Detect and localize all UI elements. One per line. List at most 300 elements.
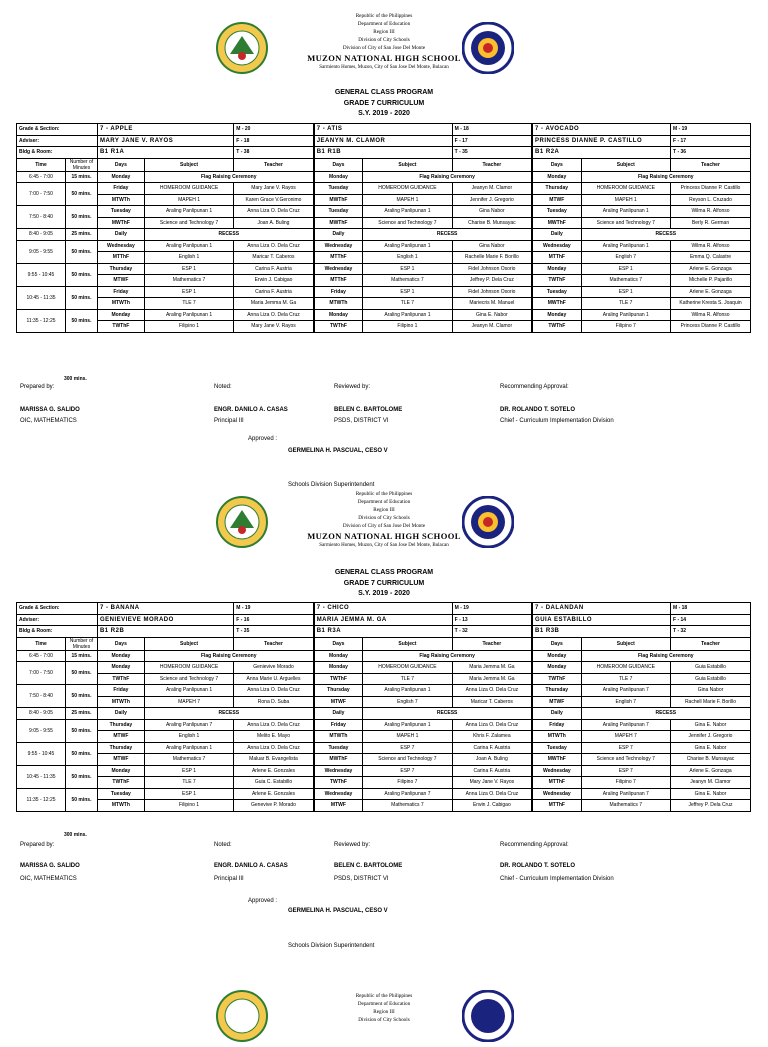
subject-header: Subject — [363, 158, 452, 171]
section-count: T - 36 — [671, 147, 751, 159]
school-name: MUZON NATIONAL HIGH SCHOOL — [307, 53, 461, 63]
schedule-row — [17, 252, 751, 264]
subject-cell: ESP 1 — [144, 765, 233, 777]
days-cell: Monday — [97, 171, 144, 183]
teacher-cell: Anna Liza O. Dela Cruz — [452, 685, 532, 697]
teacher-cell: Rachell Marie F. Borillo — [671, 696, 751, 708]
section-room: B1 R3B — [532, 626, 670, 638]
teacher-cell: Joan A. Buling — [234, 217, 314, 229]
days-cell: TWThF — [314, 673, 363, 685]
info-label: Adviser: — [17, 135, 98, 147]
teacher-cell: Gina Nabor — [452, 240, 532, 252]
subject-cell: ESP 1 — [144, 788, 233, 800]
section-info-row — [17, 124, 751, 136]
section-count: M - 19 — [671, 124, 751, 136]
curriculum-title: GRADE 7 CURRICULUM — [343, 579, 425, 587]
schedule-row — [17, 171, 751, 183]
time-cell: 10:45 - 11:35 — [17, 286, 66, 309]
schedule-row — [17, 800, 751, 812]
teacher-cell: Gina E. Nabor — [671, 742, 751, 754]
schedule-row — [17, 194, 751, 206]
teacher-cell: Princess Dianne P. Castillo — [671, 183, 751, 195]
program-titles — [0, 88, 768, 120]
subject-cell: Mathematics 7 — [144, 754, 233, 766]
subject-cell: HOMEROOM GUIDANCE — [144, 662, 233, 674]
schedule-row — [17, 309, 751, 321]
info-label: Grade & Section: — [17, 124, 98, 136]
section-count: T - 38 — [234, 147, 314, 159]
section-count: M - 18 — [671, 603, 751, 615]
days-cell: TWThF — [532, 275, 581, 287]
subject-cell: English 7 — [363, 696, 452, 708]
minutes-cell: 50 mins. — [65, 685, 97, 708]
teacher-cell: Melito E. Mayo — [234, 731, 314, 743]
days-cell: Tuesday — [97, 788, 144, 800]
subject-cell: Araling Panlipunan 1 — [144, 206, 233, 218]
info-label: Grade & Section: — [17, 603, 98, 615]
teacher-cell: Reyson L. Cruzado — [671, 194, 751, 206]
days-cell: Wednesday — [314, 263, 363, 275]
subject-cell: English 1 — [144, 731, 233, 743]
teacher-cell: Mary Jane V. Rayos — [234, 183, 314, 195]
recommending-title: Chief - Curriculum Implementation Division — [500, 418, 614, 424]
teacher-cell: Carina F. Austria — [452, 742, 532, 754]
subject-cell: MAPEH 7 — [144, 696, 233, 708]
department-text: Department of Education — [357, 21, 411, 27]
subject-cell: English 7 — [581, 252, 670, 264]
teacher-cell: Anna Liza O. Dela Cruz — [452, 719, 532, 731]
teacher-cell: Anna Liza O. Dela Cruz — [234, 240, 314, 252]
approved-title: Schools Division Superintendent — [288, 482, 375, 488]
minutes-cell: 50 mins. — [65, 765, 97, 788]
days-cell: MTWF — [97, 754, 144, 766]
days-cell: MTWF — [97, 731, 144, 743]
republic-text: Republic of the Philippines — [355, 993, 413, 999]
section-count: F - 17 — [671, 135, 751, 147]
days-cell: MTWTh — [97, 696, 144, 708]
total-minutes: 300 mins. — [64, 832, 87, 838]
teacher-cell: Maria Jemma M. Ga — [234, 298, 314, 310]
days-cell: TWThF — [97, 321, 144, 333]
days-cell: Tuesday — [532, 286, 581, 298]
teacher-cell: Maria Jemma M. Ga — [452, 673, 532, 685]
subject-cell: HOMEROOM GUIDANCE — [363, 183, 452, 195]
subject-cell: Science and Technology 7 — [581, 754, 670, 766]
teacher-cell: Karen Grace V.Geronimo — [234, 194, 314, 206]
days-cell: Monday — [532, 309, 581, 321]
days-cell: Wednesday — [532, 765, 581, 777]
reviewed-title: PSDS, DISTRICT VI — [334, 876, 389, 882]
days-cell: Tuesday — [314, 206, 363, 218]
days-cell: MTWF — [314, 696, 363, 708]
teacher-cell: Anna Liza O. Dela Cruz — [452, 788, 532, 800]
days-cell: TWThF — [314, 321, 363, 333]
days-cell: Wednesday — [97, 240, 144, 252]
teacher-cell: Anna Liza O. Dela Cruz — [234, 742, 314, 754]
subject-cell: Science and Technology 7 — [581, 217, 670, 229]
days-cell: Friday — [532, 719, 581, 731]
approved-name: GERMELINA H. PASCUAL, CESO V — [288, 448, 388, 454]
schedule-row — [17, 765, 751, 777]
days-cell: MTThF — [532, 800, 581, 812]
days-cell: MWThF — [532, 217, 581, 229]
flag-ceremony-cell: Flag Raising Ceremony — [144, 171, 313, 183]
minutes-cell: 50 mins. — [65, 719, 97, 742]
info-label: Bldg & Room: — [17, 626, 98, 638]
subject-cell: Araling Panlipunan 1 — [144, 309, 233, 321]
days-cell: Daily — [532, 229, 581, 241]
teacher-cell: Emma Q. Calastre — [671, 252, 751, 264]
schedule-row — [17, 719, 751, 731]
subject-cell: English 7 — [581, 696, 670, 708]
schedule-row — [17, 731, 751, 743]
subject-cell: TLE 7 — [363, 673, 452, 685]
days-cell: MWThF — [97, 217, 144, 229]
subject-cell: Araling Panlipunan 1 — [363, 206, 452, 218]
subject-cell: ESP 7 — [363, 765, 452, 777]
teacher-cell: Gina E. Nabor — [671, 719, 751, 731]
city-division-text: Division of City of San Jose Del Monte — [342, 45, 426, 51]
minutes-cell: 50 mins. — [65, 206, 97, 229]
teacher-cell: Khris F. Zalamea — [452, 731, 532, 743]
days-cell: Thursday — [314, 685, 363, 697]
prepared-name: MARISSA G. SALIDO — [20, 863, 80, 869]
subject-cell: TLE 7 — [581, 673, 670, 685]
days-cell: MWThF — [532, 298, 581, 310]
division-text: Division of City Schools — [358, 515, 410, 521]
subject-header: Subject — [144, 637, 233, 650]
subject-cell: Filipino 1 — [144, 800, 233, 812]
days-cell: TWThF — [97, 777, 144, 789]
section-room: B1 R1B — [314, 147, 452, 159]
days-cell: MTWTh — [314, 298, 363, 310]
approved-label: Approved : — [248, 898, 278, 904]
section-count: M - 18 — [452, 124, 532, 136]
recommending-title: Chief - Curriculum Implementation Division — [500, 876, 614, 882]
section-count: T - 35 — [452, 147, 532, 159]
subject-cell: MAPEH 1 — [144, 194, 233, 206]
prepared-name: MARISSA G. SALIDO — [20, 407, 80, 413]
subject-cell: Araling Panlipunan 7 — [581, 719, 670, 731]
time-cell: 9:05 - 9:55 — [17, 240, 66, 263]
letterhead — [0, 12, 768, 72]
schedule-row — [17, 263, 751, 275]
days-cell: Friday — [97, 685, 144, 697]
time-cell: 10:45 - 11:35 — [17, 765, 66, 788]
time-header: Time — [17, 637, 66, 650]
time-cell: 6:45 - 7:00 — [17, 171, 66, 183]
section-name: 7 - AVOCADO — [532, 124, 670, 136]
teacher-cell: Gina E. Nabor — [671, 788, 751, 800]
recommending-label: Recommending Approval: — [500, 842, 569, 848]
region-text: Region III — [373, 29, 395, 35]
subject-cell: Mathematics 7 — [581, 275, 670, 287]
time-cell: 8:40 - 9:05 — [17, 229, 66, 241]
days-cell: Monday — [314, 650, 363, 662]
recess-cell: RECESS — [144, 229, 313, 241]
subject-cell: HOMEROOM GUIDANCE — [581, 662, 670, 674]
days-cell: Monday — [314, 171, 363, 183]
teacher-cell: Arlene E. Gonzaga — [671, 765, 751, 777]
time-cell: 8:40 - 9:05 — [17, 708, 66, 720]
teacher-cell: Anna Liza O. Dela Cruz — [234, 206, 314, 218]
department-text: Department of Education — [357, 1001, 411, 1007]
schedule-row — [17, 321, 751, 333]
teacher-cell: Arlene E. Gonzales — [234, 765, 314, 777]
subject-cell: ESP 1 — [363, 286, 452, 298]
section-count: F - 16 — [234, 614, 314, 626]
days-header: Days — [532, 158, 581, 171]
recommending-name: DR. ROLANDO T. SOTELO — [500, 407, 575, 413]
section-name: 7 - BANANA — [97, 603, 233, 615]
section-info-row — [17, 614, 751, 626]
section-count: F - 17 — [452, 135, 532, 147]
prepared-title: OIC, MATHEMATICS — [20, 418, 77, 424]
minutes-header: Number of Minutes — [65, 637, 97, 650]
section-room: B1 R3A — [314, 626, 452, 638]
section-adviser: MARIA JEMMA M. GA — [314, 614, 452, 626]
subject-cell: Araling Panlipunan 1 — [363, 309, 452, 321]
subject-cell: ESP 7 — [581, 765, 670, 777]
school-address: Sarmiento Homes, Muzon, City of San Jose Del Monte, Bulacan — [319, 65, 449, 70]
subject-cell: TLE 7 — [144, 777, 233, 789]
teacher-header: Teacher — [452, 637, 532, 650]
days-cell: MWThF — [314, 754, 363, 766]
time-cell: 9:55 - 10:45 — [17, 263, 66, 286]
subject-cell: MAPEH 7 — [581, 731, 670, 743]
program-title: GENERAL CLASS PROGRAM — [334, 89, 434, 96]
recess-cell: RECESS — [581, 708, 750, 720]
days-cell: Friday — [314, 719, 363, 731]
prepared-by-label: Prepared by: — [20, 384, 55, 390]
subject-cell: Araling Panlipunan 1 — [363, 719, 452, 731]
section-adviser: JEANYN M. CLAMOR — [314, 135, 452, 147]
noted-label: Noted: — [214, 384, 232, 390]
days-cell: Wednesday — [314, 788, 363, 800]
teacher-cell: Wilma R. Alfonso — [671, 309, 751, 321]
subject-header: Subject — [363, 637, 452, 650]
program-title: GENERAL CLASS PROGRAM — [334, 569, 434, 576]
section-name: 7 - APPLE — [97, 124, 233, 136]
subject-header: Subject — [581, 158, 670, 171]
teacher-cell: Maria Jemma M. Ga — [452, 662, 532, 674]
flag-ceremony-cell: Flag Raising Ceremony — [581, 171, 750, 183]
days-cell: Daily — [97, 708, 144, 720]
subject-cell: Filipino 7 — [581, 777, 670, 789]
days-cell: Daily — [532, 708, 581, 720]
minutes-cell: 50 mins. — [65, 742, 97, 765]
schedule-row — [17, 696, 751, 708]
time-cell: 9:55 - 10:45 — [17, 742, 66, 765]
days-cell: Friday — [97, 183, 144, 195]
recess-cell: RECESS — [581, 229, 750, 241]
recess-cell: RECESS — [363, 708, 532, 720]
days-cell: Monday — [532, 650, 581, 662]
days-header: Days — [532, 637, 581, 650]
republic-text: Republic of the Philippines — [355, 13, 413, 19]
schedule-row — [17, 754, 751, 766]
reviewed-name: BELEN C. BARTOLOME — [334, 863, 403, 869]
teacher-cell: Arlene E. Gonzales — [234, 788, 314, 800]
days-cell: Friday — [314, 286, 363, 298]
prepared-by-label: Prepared by: — [20, 842, 55, 848]
teacher-cell: Charise B. Munsayac — [452, 217, 532, 229]
class-program-table-2 — [16, 602, 751, 812]
days-cell: MTWF — [97, 275, 144, 287]
time-cell: 7:50 - 8:40 — [17, 206, 66, 229]
subject-cell: Araling Panlipunan 1 — [144, 685, 233, 697]
subject-cell: Araling Panlipunan 1 — [144, 240, 233, 252]
approved-title: Schools Division Superintendent — [288, 943, 375, 949]
schedule-row — [17, 275, 751, 287]
flag-ceremony-cell: Flag Raising Ceremony — [363, 171, 532, 183]
teacher-cell: Anna Marie U. Arguelles — [234, 673, 314, 685]
flag-ceremony-cell: Flag Raising Ceremony — [581, 650, 750, 662]
reviewed-by-label: Reviewed by: — [334, 384, 371, 390]
teacher-cell: Genevive P. Morado — [234, 800, 314, 812]
schedule-row — [17, 286, 751, 298]
column-header-row — [17, 637, 751, 650]
days-cell: Daily — [97, 229, 144, 241]
time-cell: 7:00 - 7:50 — [17, 183, 66, 206]
teacher-header: Teacher — [671, 158, 751, 171]
minutes-cell: 25 mins. — [65, 708, 97, 720]
schedule-row — [17, 673, 751, 685]
teacher-cell: Guia Estabillo — [671, 673, 751, 685]
subject-cell: Science and Technology 7 — [144, 217, 233, 229]
section-info-row — [17, 626, 751, 638]
teacher-cell: Berly R. German — [671, 217, 751, 229]
schedule-row — [17, 650, 751, 662]
school-year: S.Y. 2019 - 2020 — [358, 590, 410, 597]
section-name: 7 - ATIS — [314, 124, 452, 136]
minutes-cell: 50 mins. — [65, 309, 97, 332]
section-count: T - 35 — [234, 626, 314, 638]
days-cell: Monday — [97, 309, 144, 321]
days-header: Days — [314, 158, 363, 171]
time-cell: 7:50 - 8:40 — [17, 685, 66, 708]
minutes-header: Number of Minutes — [65, 158, 97, 171]
days-cell: Tuesday — [532, 206, 581, 218]
republic-text: Republic of the Philippines — [355, 491, 413, 497]
days-cell: TWThF — [314, 777, 363, 789]
section-count: T - 32 — [671, 626, 751, 638]
days-cell: MWThF — [314, 217, 363, 229]
division-text: Division of City Schools — [358, 1017, 410, 1023]
teacher-cell: Arlene E. Gonzaga — [671, 263, 751, 275]
teacher-cell: Mariecris M. Manuel — [452, 298, 532, 310]
minutes-cell: 50 mins. — [65, 263, 97, 286]
teacher-cell: Jennifer J. Gregorio — [671, 731, 751, 743]
days-cell: Monday — [97, 650, 144, 662]
section-room: B1 R1A — [97, 147, 233, 159]
reviewed-by-label: Reviewed by: — [334, 842, 371, 848]
days-cell: Thursday — [97, 719, 144, 731]
teacher-cell: Erwin J. Cabigao — [234, 275, 314, 287]
schedule-row — [17, 240, 751, 252]
subject-cell: Science and Technology 7 — [363, 217, 452, 229]
teacher-header: Teacher — [234, 158, 314, 171]
days-cell: TWThF — [532, 321, 581, 333]
schedule-row — [17, 662, 751, 674]
subject-cell: ESP 1 — [581, 286, 670, 298]
letterhead — [0, 992, 768, 1024]
schedule-row — [17, 217, 751, 229]
days-cell: MTThF — [532, 252, 581, 264]
teacher-cell: Rachelle Marie F. Borillo — [452, 252, 532, 264]
teacher-cell: Wilma R. Alfonso — [671, 240, 751, 252]
section-count: M - 20 — [234, 124, 314, 136]
flag-ceremony-cell: Flag Raising Ceremony — [363, 650, 532, 662]
subject-cell: Science and Technology 7 — [144, 673, 233, 685]
school-year: S.Y. 2019 - 2020 — [358, 110, 410, 117]
teacher-cell: Rona D. Suba — [234, 696, 314, 708]
days-cell: Monday — [97, 662, 144, 674]
subject-cell: ESP 7 — [581, 742, 670, 754]
subject-cell: Filipino 1 — [363, 321, 452, 333]
subject-cell: Filipino 1 — [144, 321, 233, 333]
teacher-header: Teacher — [452, 158, 532, 171]
time-cell: 11:35 - 12:25 — [17, 309, 66, 332]
teacher-cell: Fidel Johnson Osorio — [452, 286, 532, 298]
teacher-cell: Maricar T. Caberos — [234, 252, 314, 264]
schedule-row — [17, 229, 751, 241]
days-cell: TWThF — [97, 673, 144, 685]
days-cell: Monday — [314, 309, 363, 321]
teacher-cell: Guia Estabillo — [671, 662, 751, 674]
days-header: Days — [97, 158, 144, 171]
noted-name: ENGR. DANILO A. CASAS — [214, 863, 288, 869]
recommending-name: DR. ROLANDO T. SOTELO — [500, 863, 575, 869]
subject-cell: Mathematics 7 — [363, 275, 452, 287]
minutes-cell: 15 mins. — [65, 650, 97, 662]
days-cell: Wednesday — [314, 240, 363, 252]
noted-title: Principal III — [214, 876, 244, 882]
subject-cell: TLE 7 — [363, 298, 452, 310]
days-cell: Tuesday — [314, 183, 363, 195]
recommending-label: Recommending Approval: — [500, 384, 569, 390]
days-cell: Monday — [532, 662, 581, 674]
subject-cell: ESP 7 — [363, 742, 452, 754]
minutes-cell: 25 mins. — [65, 229, 97, 241]
days-header: Days — [314, 637, 363, 650]
region-text: Region III — [373, 507, 395, 513]
subject-cell: Araling Panlipunan 1 — [363, 240, 452, 252]
section-adviser: MARY JANE V. RAYOS — [97, 135, 233, 147]
days-cell: MWThF — [532, 754, 581, 766]
days-cell: Daily — [314, 229, 363, 241]
schedule-row — [17, 788, 751, 800]
section-count: F - 18 — [234, 135, 314, 147]
teacher-cell: Charise B. Munsayac — [671, 754, 751, 766]
teacher-cell: Michelle P. Pajarillo — [671, 275, 751, 287]
section-name: 7 - CHICO — [314, 603, 452, 615]
teacher-cell: Gina Nabor — [671, 685, 751, 697]
subject-cell: Mathematics 7 — [363, 800, 452, 812]
teacher-cell: Maluar B. Evangelista — [234, 754, 314, 766]
days-cell: MTWTh — [314, 731, 363, 743]
minutes-cell: 15 mins. — [65, 171, 97, 183]
time-cell: 11:35 - 12:25 — [17, 788, 66, 811]
subject-cell: TLE 7 — [144, 298, 233, 310]
time-cell: 9:05 - 9:55 — [17, 719, 66, 742]
teacher-cell: Anna Liza O. Dela Cruz — [234, 685, 314, 697]
teacher-cell: Carina F. Austria — [234, 286, 314, 298]
days-cell: Thursday — [532, 183, 581, 195]
section-adviser: PRINCESS DIANNE P. CASTILLO — [532, 135, 670, 147]
subject-cell: English 1 — [144, 252, 233, 264]
teacher-cell: Jeanyn M. Clamor — [452, 321, 532, 333]
